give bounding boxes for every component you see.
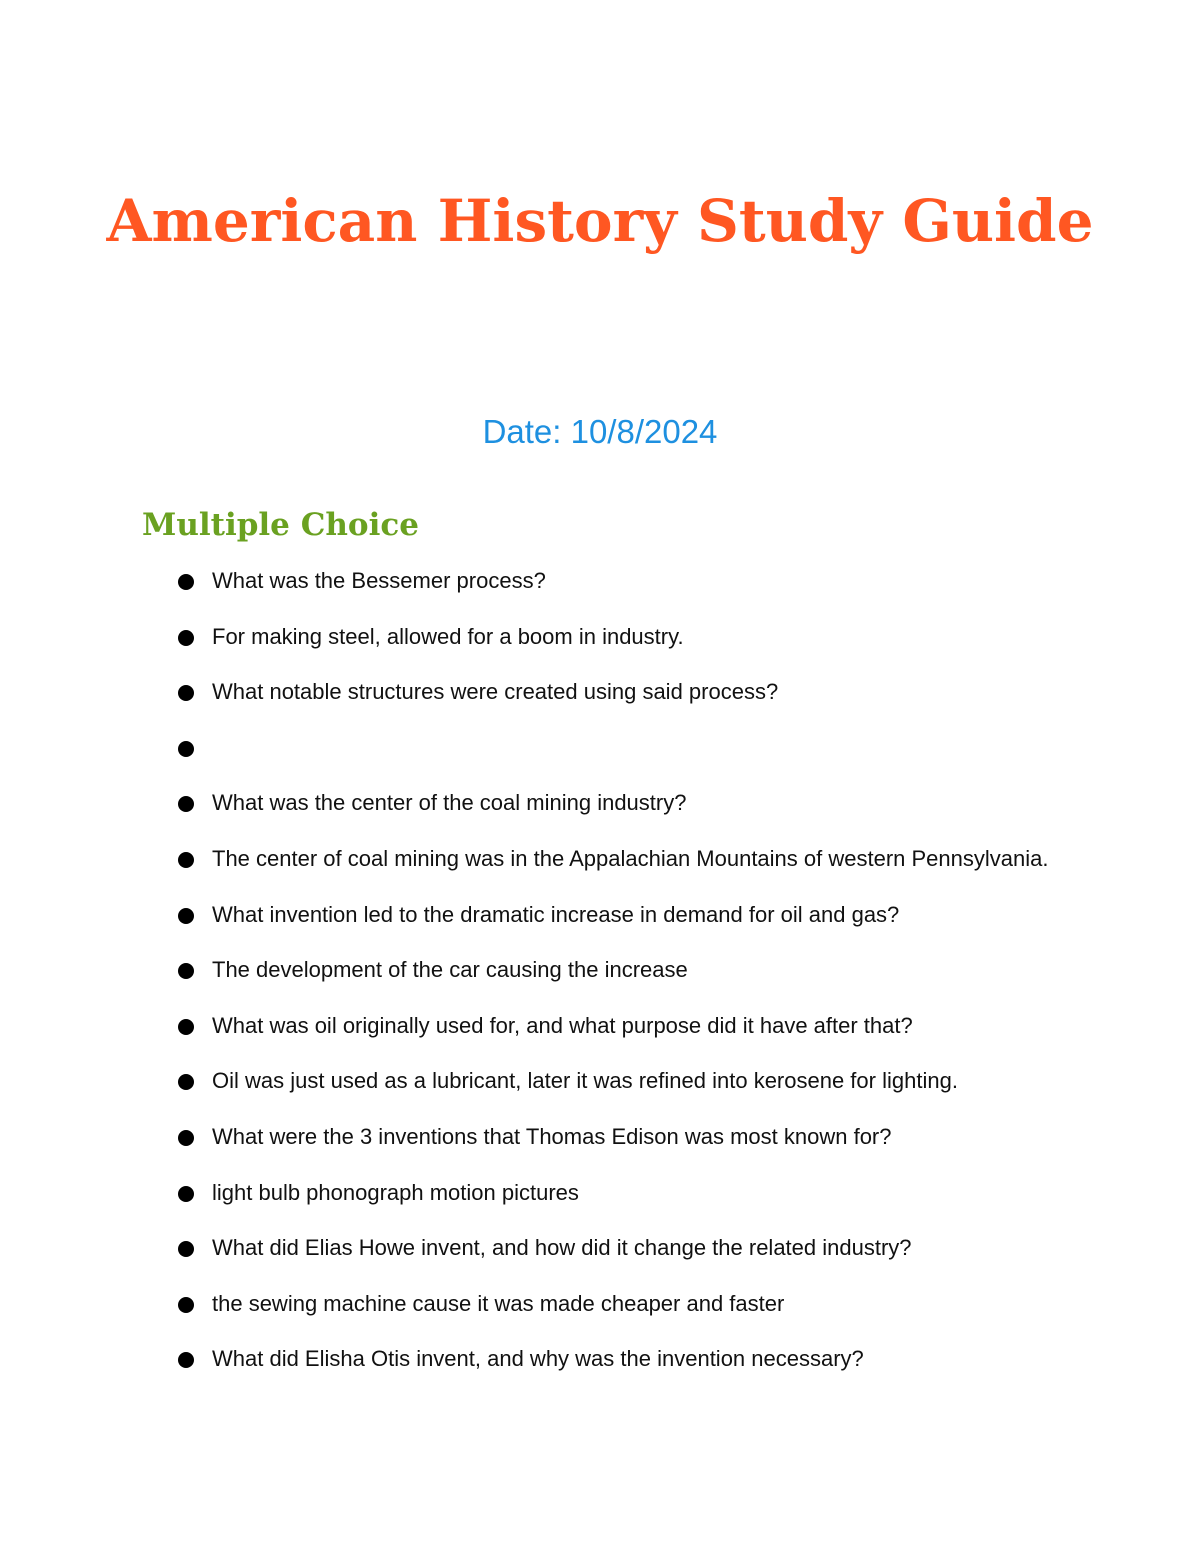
list-item [176, 1230, 1056, 1266]
list-item-text: What notable structures were created using said process? [212, 679, 779, 705]
list-item-text: What was oil originally used for, and what purpose did it have after that? [212, 1012, 913, 1038]
list-item [176, 785, 1056, 821]
list-item-text: The development of the car causing the increase [212, 957, 688, 983]
section-heading-multiple-choice: Multiple Choice [142, 507, 419, 543]
document-date: Date: 10/8/2024 [482, 413, 718, 450]
bullet-icon [178, 1130, 194, 1146]
bullet-icon [178, 852, 194, 868]
bullet-icon [178, 741, 194, 757]
list-item-text: The center of coal mining was in the Appalachian Mountains of western Pennsylvania. [212, 845, 1049, 871]
list-item-text: light bulb phonograph motion pictures [212, 1179, 579, 1205]
list-item-text: What was the center of the coal mining industry? [212, 790, 687, 816]
list-item-text: Oil was just used as a lubricant, later it was refined into kerosene for lighting. [212, 1068, 958, 1094]
bullet-icon [178, 796, 194, 812]
bullet-icon [178, 1352, 194, 1368]
list-item [176, 674, 1056, 710]
list-item [176, 1063, 1056, 1099]
bullet-icon [178, 1019, 194, 1035]
list-item [176, 952, 1056, 988]
bullet-icon [178, 963, 194, 979]
list-item [176, 619, 1056, 655]
list-item-text: What were the 3 inventions that Thomas Edison was most known for? [212, 1123, 892, 1149]
list-item-text: the sewing machine cause it was made cheaper and faster [212, 1290, 785, 1316]
list-item [176, 897, 1056, 933]
multiple-choice-list [176, 563, 1056, 1397]
list-item [176, 1286, 1056, 1322]
list-item [176, 1175, 1056, 1211]
bullet-icon [178, 908, 194, 924]
bullet-icon [178, 1241, 194, 1257]
list-item [176, 1341, 1056, 1377]
list-item-text: For making steel, allowed for a boom in industry. [212, 623, 684, 649]
list-item [176, 1008, 1056, 1044]
bullet-icon [178, 685, 194, 701]
bullet-icon [178, 630, 194, 646]
document-title: American History Study Guide [106, 187, 1094, 255]
bullet-icon [178, 574, 194, 590]
list-item [176, 841, 1056, 877]
list-item-text: What did Elisha Otis invent, and why was the invention necessary? [212, 1346, 864, 1372]
list-item-text: What was the Bessemer process? [212, 568, 546, 593]
bullet-icon [178, 1297, 194, 1313]
list-item [176, 1119, 1056, 1155]
bullet-icon [178, 1186, 194, 1202]
list-item [176, 730, 1056, 766]
list-item-text: What invention led to the dramatic increase in demand for oil and gas? [212, 901, 900, 927]
list-item-text: What did Elias Howe invent, and how did it change the related industry? [212, 1235, 912, 1261]
list-item [176, 563, 1056, 599]
bullet-icon [178, 1074, 194, 1090]
